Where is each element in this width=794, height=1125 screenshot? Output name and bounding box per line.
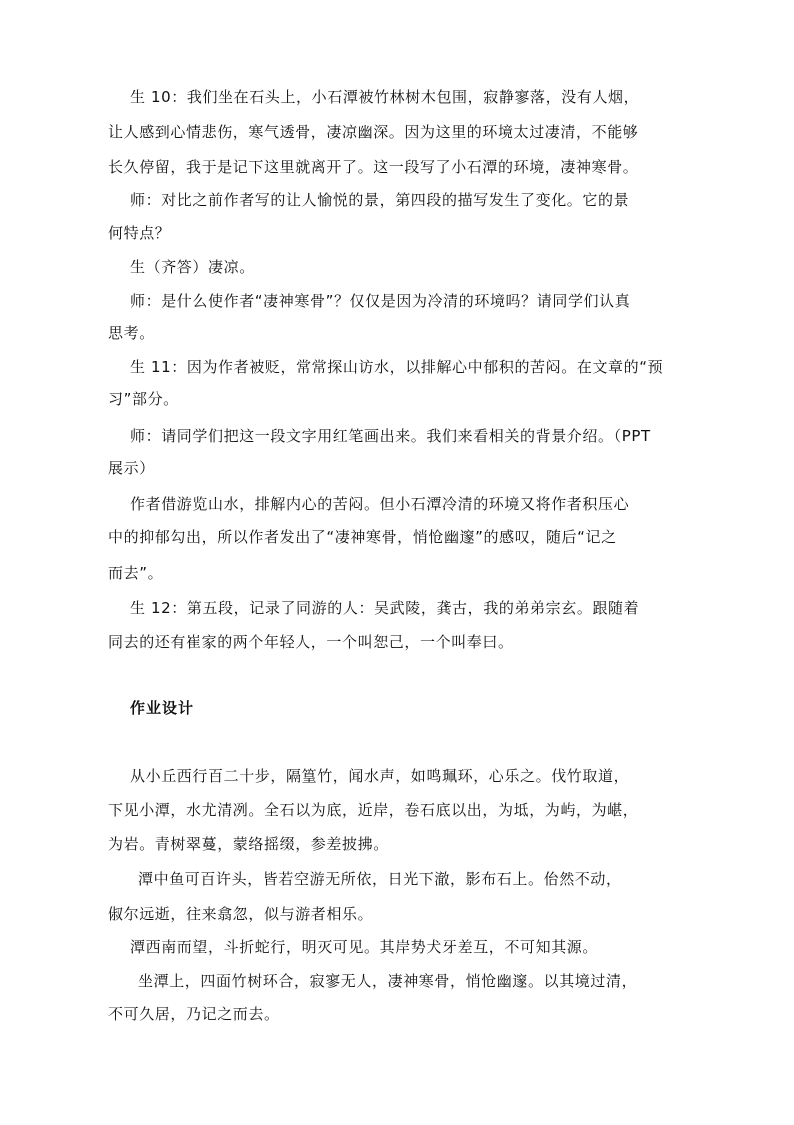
text-line: 为岩。青树翠蔓，蒙络摇缀，参差披拂。 xyxy=(108,835,389,853)
text-line: 坐潭上，四面竹树环合，寂寥无人，凄神寒骨，悄怆幽邃。以其境过清， xyxy=(138,972,638,990)
text-line: 生 12：第五段，记录了同游的人：吴武陵，龚古，我的弟弟宗玄。跟随着 xyxy=(130,599,640,617)
text-line: 习”部分。 xyxy=(108,390,179,408)
text-line: 同去的还有崔家的两个年轻人，一个叫恕己，一个叫奉曰。 xyxy=(108,633,514,651)
text-line: 长久停留，我于是记下这里就离开了。这一段写了小石潭的环境，凄神寒骨。 xyxy=(108,158,639,176)
text-line: 生（齐答）凄凉。 xyxy=(130,258,255,276)
text-line: 思考。 xyxy=(108,324,155,342)
text-line: 师：请同学们把这一段文字用红笔画出来。我们来看相关的背景介绍。（PPT xyxy=(130,427,651,445)
text-line: 何特点？ xyxy=(108,224,171,242)
text-line: 师：对比之前作者写的让人愉悦的景，第四段的描写发生了变化。它的景 xyxy=(130,191,630,209)
text-line: 让人感到心情悲伤，寒气透骨，凄凉幽深。因为这里的环境太过凄清，不能够 xyxy=(108,123,639,141)
text-line: 俶尔远逝，往来翕忽，似与游者相乐。 xyxy=(108,905,374,923)
section-heading: 作业设计 xyxy=(130,699,195,717)
text-line: 潭中鱼可百许头，皆若空游无所依，日光下澈，影布石上。佁然不动， xyxy=(138,870,622,888)
text-line: 而去”。 xyxy=(108,564,164,582)
text-line: 下见小潭，水尤清冽。全石以为底，近岸，卷石底以出，为坻，为屿，为嵁， xyxy=(108,801,639,819)
text-line: 中的抑郁勾出，所以作者发出了“凄神寒骨，悄怆幽邃”的感叹，随后“记之 xyxy=(108,528,617,546)
text-line: 不可久居，乃记之而去。 xyxy=(108,1005,280,1023)
text-line: 生 10：我们坐在石头上，小石潭被竹林树木包围，寂静寥落，没有人烟， xyxy=(130,88,640,106)
text-line: 生 11：因为作者被贬，常常探山访水，以排解心中郁积的苦闷。在文章的“预 xyxy=(130,358,664,376)
text-line: 展示） xyxy=(108,459,155,477)
text-line: 师：是什么使作者“凄神寒骨”？仅仅是因为冷清的环境吗？请同学们认真 xyxy=(130,292,631,310)
text-line: 从小丘西行百二十步，隔篁竹，闻水声，如鸣珮环，心乐之。伐竹取道， xyxy=(130,767,630,785)
text-line: 作者借游览山水，排解内心的苦闷。但小石潭冷清的环境又将作者积压心 xyxy=(130,495,630,513)
text-line: 潭西南而望，斗折蛇行，明灭可见。其岸势犬牙差互，不可知其源。 xyxy=(130,938,599,956)
